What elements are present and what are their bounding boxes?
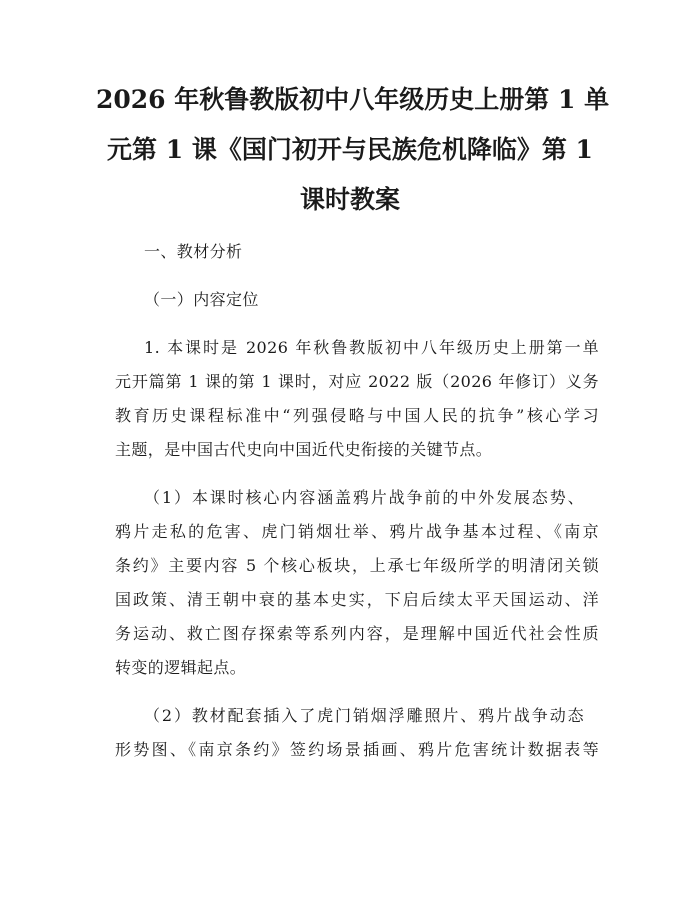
paragraph-3-line-2: 形势图、《南京条约》签约场景插画、鸦片危害统计数据表等 xyxy=(115,740,599,759)
section-heading: 一、教材分析 xyxy=(144,242,243,261)
paragraph-2-line-3: 条约》主要内容 5 个核心板块，上承七年级所学的明清闭关锁 xyxy=(115,556,599,575)
paragraph-1-line-4: 主题，是中国古代史向中国近代史衔接的关键节点。 xyxy=(115,440,493,459)
paragraph-1-line-3: 教育历史课程标准中“列强侵略与中国人民的抗争”核心学习 xyxy=(115,406,599,425)
paragraph-2-line-1: （1）本课时核心内容涵盖鸦片战争前的中外发展态势、 xyxy=(144,488,584,507)
title-line-2: 元第 1 课《国门初开与民族危机降临》第 1 xyxy=(107,135,593,164)
paragraph-2-line-2: 鸦片走私的危害、虎门销烟壮举、鸦片战争基本过程、《南京 xyxy=(115,522,599,541)
paragraph-2-line-5: 务运动、救亡图存探索等系列内容，是理解中国近代社会性质 xyxy=(115,624,599,643)
paragraph-1-line-2: 元开篇第 1 课的第 1 课时，对应 2022 版（2026 年修订）义务 xyxy=(115,372,599,391)
paragraph-3-line-1: （2）教材配套插入了虎门销烟浮雕照片、鸦片战争动态 xyxy=(144,706,584,725)
title-line-3: 课时教案 xyxy=(299,185,400,214)
paragraph-1-line-1: 1. 本课时是 2026 年秋鲁教版初中八年级历史上册第一单 xyxy=(144,338,599,357)
paragraph-2-line-6: 转变的逻辑起点。 xyxy=(115,658,247,677)
subsection-heading: （一）内容定位 xyxy=(144,290,259,309)
title-line-1: 2026 年秋鲁教版初中八年级历史上册第 1 单 xyxy=(96,85,610,114)
paragraph-2-line-4: 国政策、清王朝中衰的基本史实，下启后续太平天国运动、洋 xyxy=(115,590,599,609)
